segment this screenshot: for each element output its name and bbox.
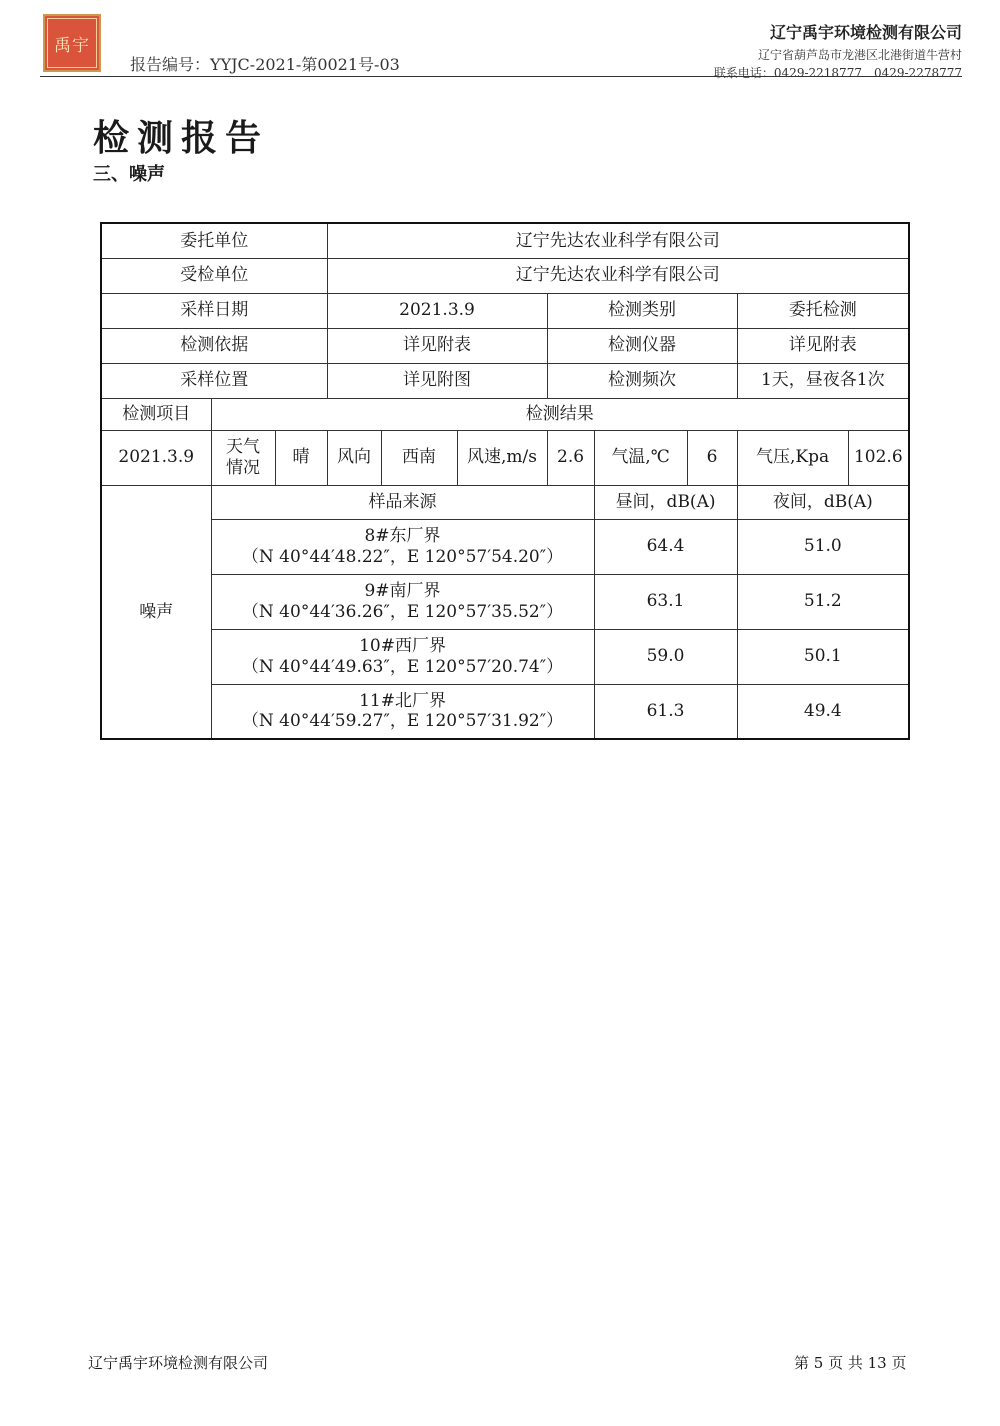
wind-speed-value: 2.6 [547,430,594,485]
noise-report-table [100,222,910,740]
noise-item-label: 噪声 [101,485,211,739]
sample-date-value: 2021.3.9 [327,293,547,328]
inspected-value: 辽宁先达农业科学有限公司 [327,258,909,293]
footer-company: 辽宁禹宇环境检测有限公司 [88,1354,269,1372]
weather-value: 晴 [275,430,327,485]
instrument-value: 详见附表 [737,328,909,363]
inspected-label: 受检单位 [101,258,327,293]
company-logo [43,14,101,72]
table-row [101,574,909,629]
table-row [101,684,909,739]
pressure-value: 102.6 [848,430,909,485]
logo-text: 禹宇 [47,18,97,68]
temperature-label: 气温,℃ [594,430,687,485]
sample-source [211,574,594,629]
basis-row [101,328,909,363]
frequency-value: 1天，昼夜各1次 [737,363,909,398]
company-address: 辽宁省葫芦岛市龙港区北港街道牛营村 [757,48,962,62]
company-name: 辽宁禹宇环境检测有限公司 [769,23,962,42]
inspected-row [101,258,909,293]
client-value: 辽宁先达农业科学有限公司 [327,223,909,258]
client-label: 委托单位 [101,223,327,258]
sample-coords: （N 40°44′49.63″，E 120°57′20.74″） [241,656,564,677]
sample-date-label: 采样日期 [101,293,327,328]
basis-value: 详见附表 [327,328,547,363]
pressure-label: 气压,Kpa [737,430,848,485]
section-title: 三、噪声 [93,164,165,185]
wind-direction-value: 西南 [381,430,457,485]
table-row [101,519,909,574]
document-title: 检测报告 [93,118,270,159]
weather-label-line1: 天气 [226,437,260,458]
sample-coords: （N 40°44′48.22″，E 120°57′54.20″） [241,546,564,567]
temperature-value: 6 [687,430,737,485]
day-value: 61.3 [594,684,737,739]
sample-coords: （N 40°44′36.26″，E 120°57′35.52″） [241,601,564,622]
sample-name: 11#北厂界 [359,690,446,711]
night-value: 51.2 [737,574,909,629]
page-number: 第 5 页 共 13 页 [794,1354,907,1372]
sample-source [211,684,594,739]
report-number: 报告编号：YYJC-2021-第0021号-03 [130,55,400,74]
sample-name: 9#南厂界 [364,581,441,602]
day-value: 63.1 [594,574,737,629]
table-row [101,629,909,684]
sample-name: 8#东厂界 [364,526,441,547]
wind-direction-label: 风向 [327,430,381,485]
day-value: 64.4 [594,519,737,574]
location-row [101,363,909,398]
company-info [714,20,962,81]
header-divider [40,76,962,77]
noise-header-row [101,485,909,519]
night-header: 夜间，dB(A) [737,485,909,519]
basis-label: 检测依据 [101,328,327,363]
sample-name: 10#西厂界 [359,636,446,657]
result-label: 检测结果 [211,398,909,430]
night-value: 50.1 [737,629,909,684]
frequency-label: 检测频次 [547,363,737,398]
sample-source [211,519,594,574]
test-date: 2021.3.9 [101,430,211,485]
day-value: 59.0 [594,629,737,684]
sample-coords: （N 40°44′59.27″，E 120°57′31.92″） [241,711,564,732]
test-type-value: 委托检测 [737,293,909,328]
day-header: 昼间，dB(A) [594,485,737,519]
item-label: 检测项目 [101,398,211,430]
results-header-row [101,398,909,430]
location-value: 详见附图 [327,363,547,398]
weather-label [211,430,275,485]
night-value: 49.4 [737,684,909,739]
instrument-label: 检测仪器 [547,328,737,363]
sample-source [211,629,594,684]
location-label: 采样位置 [101,363,327,398]
weather-row [101,430,909,485]
test-type-label: 检测类别 [547,293,737,328]
source-header: 样品来源 [211,485,594,519]
weather-label-line2: 情况 [226,457,260,478]
night-value: 51.0 [737,519,909,574]
sample-date-row [101,293,909,328]
company-phone: 联系电话：0429-2218777 0429-2278777 [713,66,962,80]
wind-speed-label: 风速,m/s [457,430,547,485]
client-row [101,223,909,258]
